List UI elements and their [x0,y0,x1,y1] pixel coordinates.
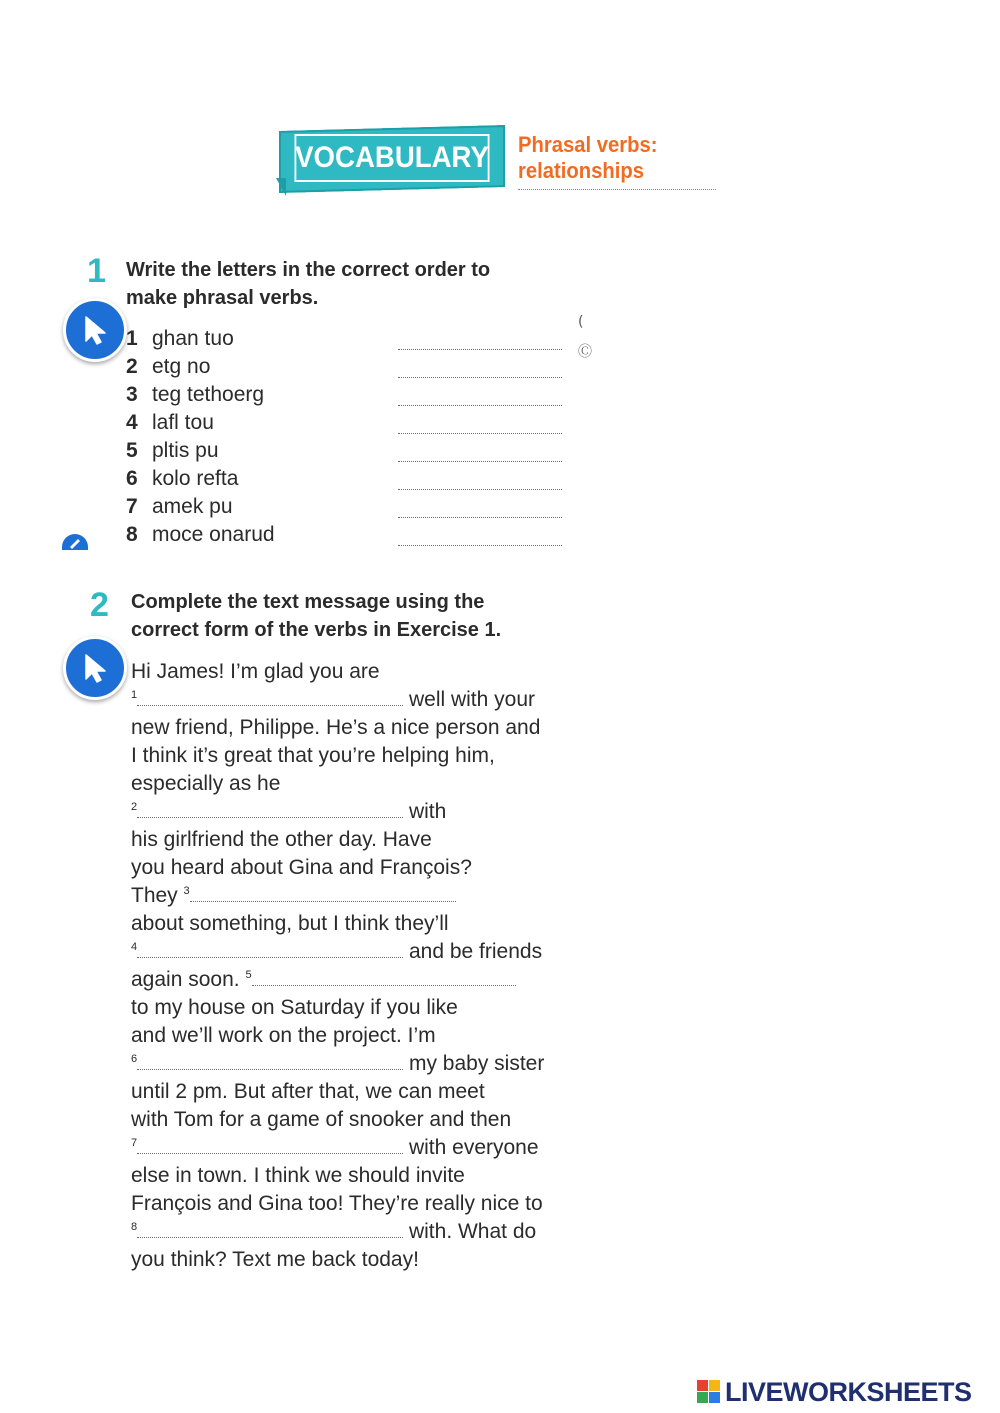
message-line: François and Gina too! They’re really nice to [131,1192,543,1215]
exercise-1-instruction [126,256,490,312]
message-text: They [131,884,178,907]
scrambled-word: moce onarud [152,523,275,546]
message-line: you heard about Gina and François? [131,856,472,879]
message-line: Hi James! I’m glad you are [131,660,380,683]
subtitle-rule [518,189,716,190]
gap-number: 7 [131,1137,138,1149]
gap-number: 3 [183,885,190,897]
message-line: I think it’s great that you’re helping him, [131,744,495,767]
subtitle-line-2: relationships [518,158,644,183]
margin-mark-2: Ⓒ [578,344,592,360]
gap-number: 5 [245,969,252,981]
message-line [131,1134,539,1162]
message-line [131,966,516,994]
pencil-icon [62,534,88,550]
message-text: with. What do [408,1220,537,1243]
message-line [131,882,456,910]
message-text: and be friends [408,940,543,963]
scrambled-word: teg tethoerg [152,383,265,406]
cursor-icon [78,313,112,347]
answer-line-2[interactable] [398,377,562,378]
gap-input-5[interactable] [252,967,516,986]
answer-line-7[interactable] [398,517,562,518]
item-number: 5 [126,439,138,462]
message-line: else in town. I think we should invite [131,1164,465,1187]
message-line: until 2 pm. But after that, we can meet [131,1080,485,1103]
answer-line-3[interactable] [398,405,562,406]
message-line: about something, but I think they’ll [131,912,449,935]
cursor-button-exercise-1[interactable] [63,298,127,362]
scrambled-word: lafl tou [152,411,214,434]
exercise-1-instruction-line-1: Write the letters in the correct order to [126,259,491,281]
gap-number: 8 [131,1221,138,1233]
exercise-1-instruction-line-2: make phrasal verbs. [126,287,319,309]
message-line [131,1218,536,1246]
scrambled-word: amek pu [152,495,233,518]
message-line [131,686,535,714]
liveworksheets-logo[interactable] [697,1374,972,1410]
message-line: with Tom for a game of snooker and then [131,1108,512,1131]
exercise-2-number: 2 [90,586,109,624]
exercise-2-instruction [131,588,501,644]
gap-number: 4 [131,941,138,953]
answer-line-4[interactable] [398,433,562,434]
gap-number: 2 [131,801,138,813]
section-subtitle [518,132,658,184]
exercise-2-instruction-line-1: Complete the text message using the [131,591,485,613]
logo-text: LIVEWORKSHEETS [725,1376,972,1407]
gap-input-7[interactable] [137,1135,403,1154]
answer-line-8[interactable] [398,545,562,546]
gap-number: 1 [131,689,138,701]
item-number: 1 [126,327,138,350]
message-text: with everyone [408,1136,539,1159]
banner-tail [276,178,286,196]
message-line: and we’ll work on the project. I’m [131,1024,436,1047]
gap-input-8[interactable] [137,1219,403,1238]
gap-input-4[interactable] [137,939,403,958]
message-line: new friend, Philippe. He’s a nice person and [131,716,541,739]
message-line: you think? Text me back today! [131,1248,419,1271]
item-number: 8 [126,523,138,546]
gap-input-2[interactable] [137,799,403,818]
gap-input-1[interactable] [137,687,403,706]
item-number: 3 [126,383,138,406]
message-line [131,798,446,826]
cursor-icon [78,651,112,685]
message-line: his girlfriend the other day. Have [131,828,432,851]
scrambled-word: pltis pu [152,439,219,462]
message-text: with [408,800,447,823]
exercise-2-instruction-line-2: correct form of the verbs in Exercise 1. [131,619,502,641]
scrambled-word: ghan tuo [152,327,234,350]
gap-input-6[interactable] [137,1051,403,1070]
message-line [131,1050,544,1078]
exercise-1-number: 1 [87,252,106,290]
answer-line-6[interactable] [398,489,562,490]
message-text: again soon. [131,968,240,991]
scrambled-word: kolo refta [152,467,239,490]
item-number: 6 [126,467,138,490]
subtitle-line-1: Phrasal verbs: [518,132,658,157]
item-number: 7 [126,495,138,518]
message-line: to my house on Saturday if you like [131,996,458,1019]
edit-badge[interactable] [62,534,88,550]
gap-input-3[interactable] [190,883,456,902]
cursor-button-exercise-2[interactable] [63,636,127,700]
margin-mark: ( [578,314,584,330]
message-line: especially as he [131,772,281,795]
message-text: well with your [408,688,536,711]
answer-line-5[interactable] [398,461,562,462]
scrambled-word: etg no [152,355,211,378]
message-text: my baby sister [408,1052,545,1075]
answer-line-1[interactable] [398,349,562,350]
message-line [131,938,542,966]
gap-number: 6 [131,1053,138,1065]
vocabulary-banner-label: VOCABULARY [294,134,489,182]
logo-mark-icon [697,1380,721,1404]
item-number: 2 [126,355,138,378]
item-number: 4 [126,411,138,434]
